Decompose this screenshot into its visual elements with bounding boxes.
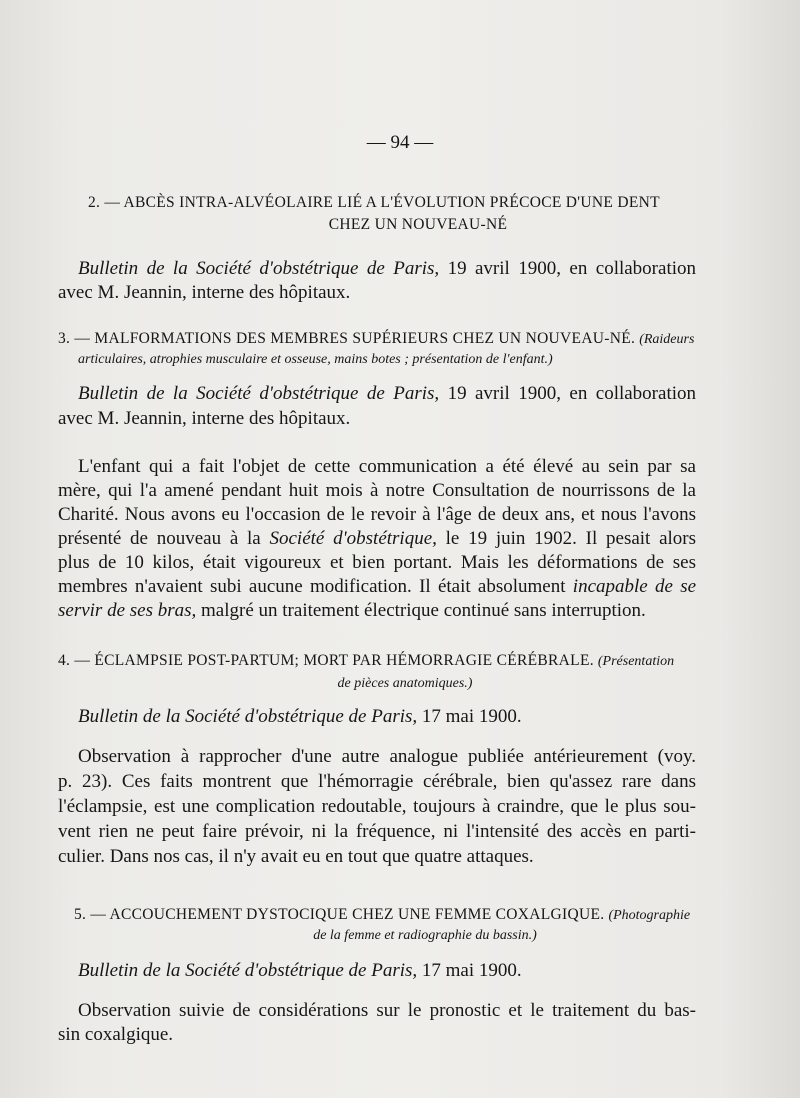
- section-5-paragraph-line2: sin coxalgique.: [58, 1024, 174, 1045]
- section-4-reference: [78, 706, 522, 728]
- section-3-reference-line1: [78, 383, 696, 405]
- section-4-title-line1: [58, 652, 696, 670]
- section-3-paragraph-line4-italic: Société d'obstétrique,: [269, 528, 437, 549]
- section-5-paragraph-line1: Observation suivie de considérations sur le pronostic et le traitement du bas-: [78, 1000, 696, 1021]
- section-5-caption-start: (Photographie: [608, 908, 691, 923]
- section-3-paragraph-line5: plus de 10 kilos, était vigoureux et bien portant. Mais les déformations de ses: [58, 552, 696, 573]
- section-4-paragraph-line3: l'éclampsie, est une complication redoutable, toujours à craindre, que le plus sou-: [58, 796, 696, 817]
- section-5-reference: [78, 960, 522, 982]
- section-4-paragraph-line1: Observation à rapprocher d'une autre analogue publiée antérieurement (voy.: [78, 746, 696, 767]
- section-3-paragraph-line4: [58, 528, 696, 550]
- section-3-paragraph-line7-b: malgré un traitement électrique continué sans interruption.: [201, 600, 646, 621]
- section-3-paragraph-line4-a: présenté de nouveau à la: [58, 528, 261, 549]
- section-2-title-line2: CHEZ UN NOUVEAU-NÉ: [328, 216, 508, 233]
- section-4-paragraph-line4: vent rien ne peut faire prévoir, ni la fréquence, ni l'intensité des accès en parti-: [58, 821, 696, 842]
- section-5-title: 5. — ACCOUCHEMENT DYSTOCIQUE CHEZ UNE FEMME COXALGIQUE.: [74, 906, 605, 923]
- section-5-title-line1: [74, 906, 696, 924]
- section-3-paragraph-line2: mère, qui l'a amené pendant huit mois à notre Consultation de nourrissons de la: [58, 480, 696, 501]
- section-3-paragraph-line7: [58, 600, 646, 622]
- section-2-reference-date: 19 avril 1900, en collaboration: [447, 258, 696, 279]
- section-4-caption-start: (Présentation: [597, 654, 675, 669]
- section-3-paragraph-line4-b: le 19 juin 1902. Il pesait alors: [445, 528, 697, 549]
- page-number: — 94 —: [366, 132, 434, 153]
- section-2-reference-line1: [78, 258, 696, 280]
- section-5-reference-date: 17 mai 1900.: [421, 960, 522, 981]
- section-3-caption-start: (Raideurs: [639, 332, 695, 347]
- section-3-paragraph-line7-italic: servir de ses bras,: [58, 600, 197, 621]
- section-2-title-line1: 2. — ABCÈS INTRA-ALVÉOLAIRE LIÉ A L'ÉVOLUTION PRÉCOCE D'UNE DENT: [88, 194, 660, 211]
- section-4-title: 4. — ÉCLAMPSIE POST-PARTUM; MORT PAR HÉMORRAGIE CÉRÉBRALE.: [58, 652, 594, 669]
- section-3-title: 3. — MALFORMATIONS DES MEMBRES SUPÉRIEURS CHEZ UN NOUVEAU-NÉ.: [58, 330, 636, 347]
- section-3-paragraph-line1: L'enfant qui a fait l'objet de cette communication a été élevé au sein par sa: [78, 456, 696, 477]
- section-3-caption-line2: articulaires, atrophies musculaire et osseuse, mains botes ; présentation de l'enfant.): [78, 352, 553, 367]
- section-4-paragraph-line2: p. 23). Ces faits montrent que l'hémorragie cérébrale, bien qu'assez rare dans: [58, 771, 696, 792]
- section-5-reference-source: Bulletin de la Société d'obstétrique de Paris,: [78, 960, 418, 981]
- section-3-paragraph-line3: Charité. Nous avons eu l'occasion de le revoir à l'âge de deux ans, et nous l'avons: [58, 504, 696, 525]
- section-2-reference-source: Bulletin de la Société d'obstétrique de Paris,: [78, 258, 440, 279]
- section-2-reference-line2: avec M. Jeannin, interne des hôpitaux.: [58, 282, 351, 303]
- section-4-caption-line2: de pièces anatomiques.): [337, 676, 473, 691]
- section-4-paragraph-line5: culier. Dans nos cas, il n'y avait eu en tout que quatre attaques.: [58, 846, 534, 867]
- section-4-reference-date: 17 mai 1900.: [421, 706, 522, 727]
- section-3-reference-source: Bulletin de la Société d'obstétrique de Paris,: [78, 383, 440, 404]
- section-3-reference-date: 19 avril 1900, en collaboration: [447, 383, 696, 404]
- section-4-reference-source: Bulletin de la Société d'obstétrique de Paris,: [78, 706, 418, 727]
- section-3-title-line1: [58, 330, 696, 348]
- section-3-paragraph-line6-italic: incapable de se: [572, 576, 697, 597]
- section-3-paragraph-line6: [58, 576, 696, 598]
- section-5-caption-line2: de la femme et radiographie du bassin.): [313, 928, 537, 943]
- section-3-reference-line2: avec M. Jeannin, interne des hôpitaux.: [58, 408, 351, 429]
- section-3-paragraph-line6-a: membres n'avaient subi aucune modification. Il était absolument: [58, 576, 566, 597]
